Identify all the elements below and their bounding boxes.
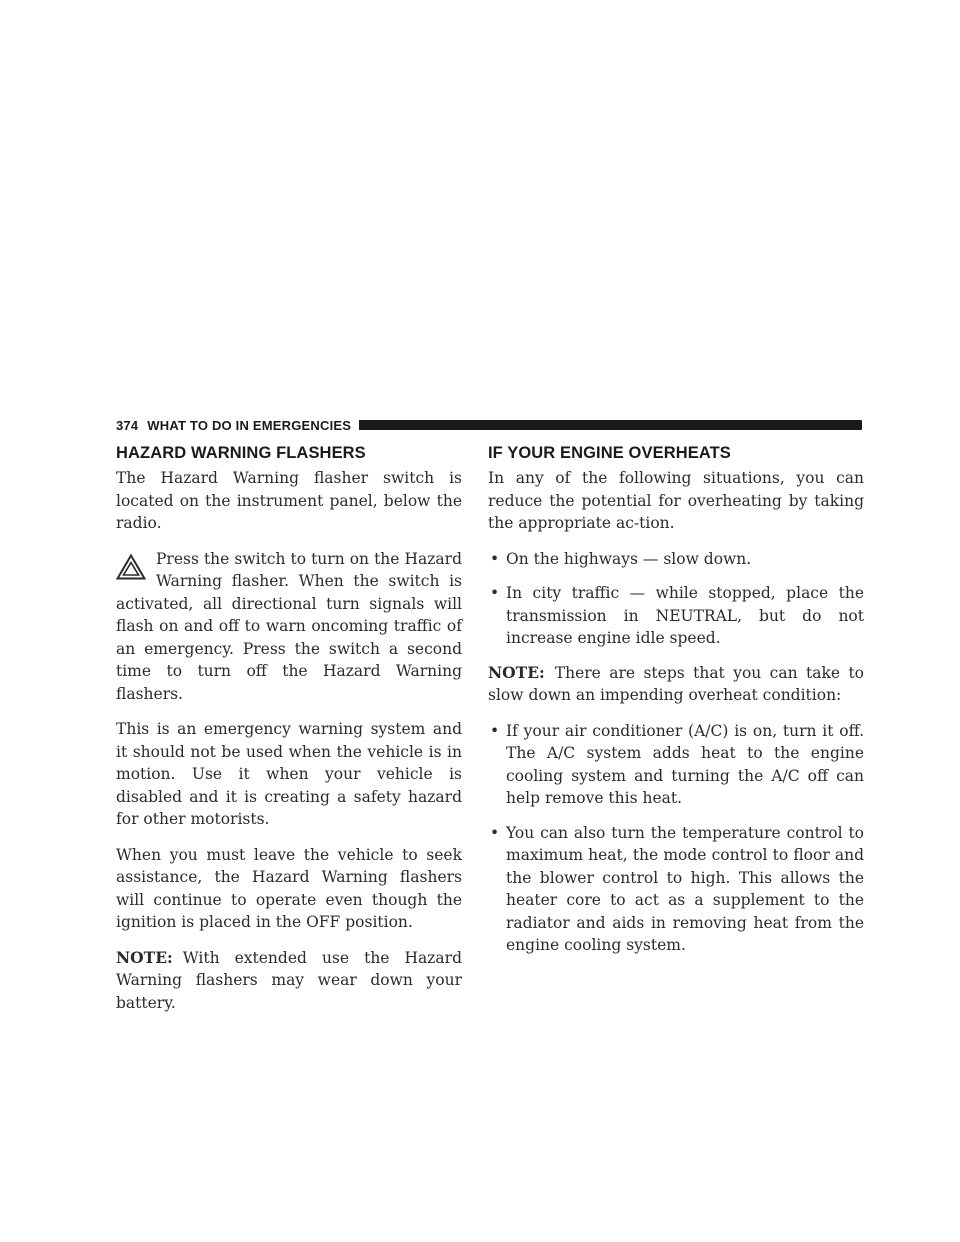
header-rule: [359, 420, 862, 430]
note-text: There are steps that you can take to slow down an impending overheat condition:: [488, 663, 864, 704]
warning-block: [116, 548, 462, 706]
paragraph-leave-vehicle: When you must leave the vehicle to seek assistance, the Hazard Warning flashers will continue to operate even though the ignition is placed in the OFF position.: [116, 845, 462, 931]
bullet: •: [490, 584, 500, 602]
right-column: [488, 443, 864, 969]
section-title: WHAT TO DO IN EMERGENCIES: [147, 417, 352, 433]
page-number: 374: [116, 417, 139, 433]
paragraph-overheat-intro: In any of the following situations, you can reduce the potential for overheating by taking the appropriate ac-tion.: [488, 469, 864, 532]
list-item: • If your air conditioner (A/C) is on, turn it off. The A/C system adds heat to the engine cooling system and turning the A/C off can help remove this heat.: [490, 721, 864, 807]
note-label: NOTE:: [488, 662, 545, 682]
left-column: [116, 443, 462, 1027]
note-label: NOTE:: [116, 947, 173, 967]
paragraph-emergency-system: This is an emergency warning system and it should not be used when the vehicle is in motion. Use it when your vehicle is disabled and it is creating a safety hazard for other motorists.: [116, 720, 462, 828]
paragraph-press-switch: Press the switch to turn on the Hazard Warning flasher. When the switch is activated, all directional turn signals will flash on and off to warn oncoming traffic of an emergency. Press the switch a second time to turn off the Hazard Warning flashers.: [116, 549, 462, 703]
heading-engine-overheats: IF YOUR ENGINE OVERHEATS: [488, 444, 731, 462]
page-header: [116, 417, 862, 433]
situations-list: [488, 548, 864, 650]
bullet: •: [490, 823, 500, 842]
note-overheat: [488, 662, 864, 707]
list-item: • In city traffic — while stopped, place the transmission in NEUTRAL, but do not increase engine idle speed.: [490, 584, 864, 647]
heading-hazard-warning-flashers: HAZARD WARNING FLASHERS: [116, 444, 366, 462]
note-battery: [116, 947, 462, 1015]
bullet: •: [490, 549, 500, 568]
hazard-triangle-icon: [116, 554, 146, 580]
list-item: • You can also turn the temperature control to maximum heat, the mode control to floor and the blower control to high. This allows the heater core to act as a supplement to the radiator and aids in removing heat from the engine cooling system.: [490, 823, 864, 954]
note-text: With extended use the Hazard Warning flashers may wear down your battery.: [116, 948, 462, 1012]
list-item: • On the highways — slow down.: [488, 548, 864, 571]
steps-list: [488, 720, 864, 957]
paragraph-switch-location: The Hazard Warning flasher switch is located on the instrument panel, below the radio.: [116, 469, 462, 532]
bullet: •: [490, 721, 500, 740]
